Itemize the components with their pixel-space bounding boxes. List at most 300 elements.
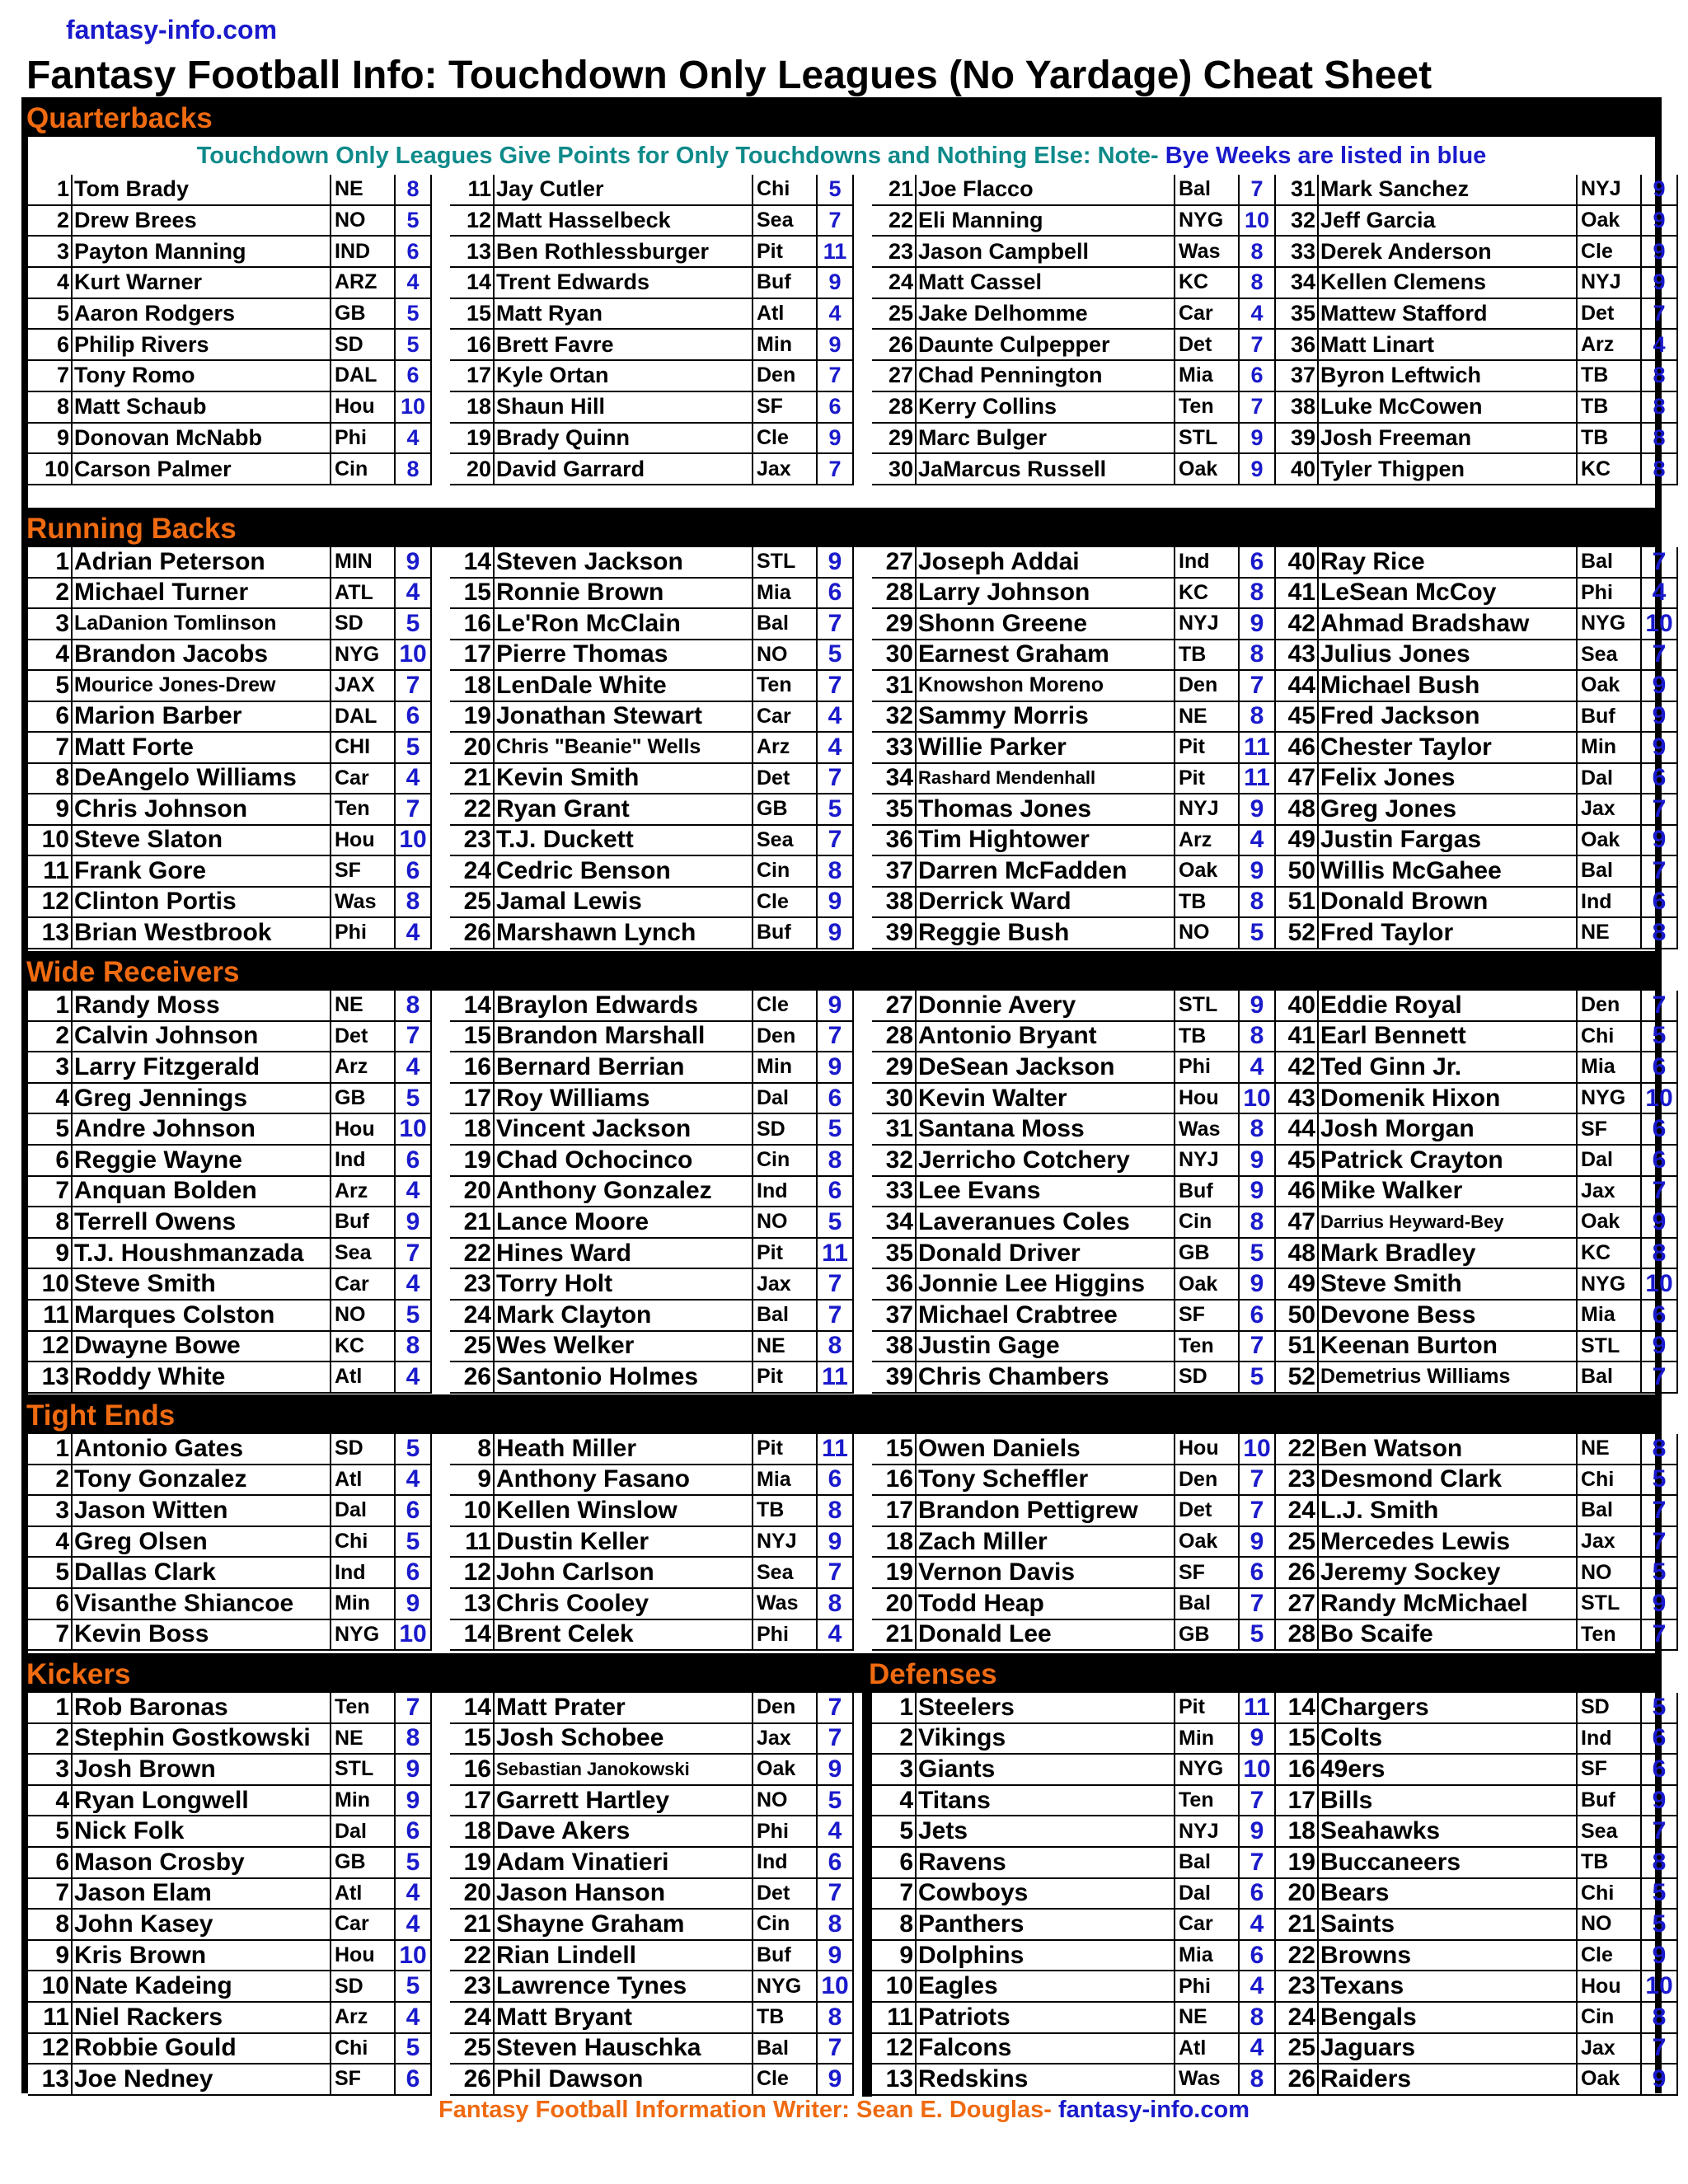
player-rank: 8: [872, 1910, 917, 1939]
player-name: T.J. Houshmanzada: [73, 1239, 331, 1268]
player-row: [28, 856, 432, 888]
player-rank: 36: [872, 826, 917, 855]
player-row: [1274, 1052, 1678, 1084]
player-team: NE: [331, 991, 396, 1020]
player-team: Det: [1175, 1496, 1240, 1526]
player-row: [872, 547, 1276, 579]
player-team: NE: [331, 175, 396, 204]
player-row: [28, 1558, 432, 1589]
player-row: [1274, 579, 1678, 610]
player-bye-week: 4: [1240, 826, 1276, 855]
player-row: [28, 1589, 432, 1620]
player-column: [872, 1434, 1276, 1651]
player-row: [1274, 1301, 1678, 1332]
player-row: [1274, 702, 1678, 733]
player-bye-week: 4: [818, 702, 854, 732]
player-row: [28, 579, 432, 610]
player-bye-week: 5: [396, 206, 432, 236]
player-team: Buf: [1175, 1177, 1240, 1207]
player-bye-week: 6: [396, 1816, 432, 1846]
player-rank: 31: [1274, 175, 1319, 204]
player-name: Seahawks: [1319, 1816, 1578, 1846]
player-row: [28, 1269, 432, 1301]
player-name: LenDale White: [495, 671, 753, 701]
player-row: [450, 1177, 854, 1208]
player-name: Ravens: [917, 1848, 1175, 1877]
player-bye-week: 7: [1642, 1816, 1678, 1846]
player-row: [1274, 2003, 1678, 2034]
player-row: [450, 579, 854, 610]
player-team: NE: [1175, 702, 1240, 732]
site-link[interactable]: fantasy-info.com: [66, 15, 278, 45]
section-title: Running Backs: [26, 513, 237, 545]
player-team: Ten: [1578, 1620, 1642, 1650]
player-bye-week: 7: [818, 671, 854, 701]
player-name: Brady Quinn: [495, 424, 753, 453]
player-team: Arz: [331, 1177, 396, 1207]
player-team: Sea: [753, 826, 818, 855]
player-name: Kellen Winslow: [495, 1496, 753, 1526]
player-team: Bal: [1578, 1496, 1642, 1526]
player-row: [872, 1941, 1276, 1972]
player-team: Det: [753, 1879, 818, 1909]
player-row: [872, 1879, 1276, 1910]
player-name: Bears: [1319, 1879, 1578, 1909]
player-bye-week: 6: [1642, 888, 1678, 917]
player-team: Chi: [331, 1527, 396, 1557]
player-name: Nate Kadeing: [73, 1971, 331, 2001]
player-row: [450, 1022, 854, 1053]
player-name: Randy McMichael: [1319, 1589, 1578, 1619]
player-rank: 4: [872, 1786, 917, 1816]
player-name: Mason Crosby: [73, 1848, 331, 1877]
player-row: [1274, 330, 1678, 361]
player-team: Atl: [1175, 2034, 1240, 2064]
player-row: [450, 2003, 854, 2034]
player-rank: 10: [28, 1971, 73, 2001]
player-bye-week: 6: [1240, 547, 1276, 577]
player-name: Dolphins: [917, 1941, 1175, 1971]
section-header-bar: [21, 951, 1662, 991]
player-rank: 14: [450, 991, 495, 1020]
player-team: TB: [1175, 640, 1240, 670]
player-bye-week: 6: [1642, 1724, 1678, 1754]
player-bye-week: 9: [1642, 1786, 1678, 1816]
player-team: Det: [1578, 299, 1642, 329]
player-rank: 15: [1274, 1724, 1319, 1754]
player-row: [1274, 794, 1678, 826]
player-row: [450, 702, 854, 733]
player-bye-week: 9: [1642, 175, 1678, 204]
player-name: Earnest Graham: [917, 640, 1175, 670]
player-bye-week: 4: [1240, 1052, 1276, 1082]
player-rank: 22: [872, 206, 917, 236]
player-bye-week: 6: [1642, 1052, 1678, 1082]
player-bye-week: 9: [818, 2064, 854, 2094]
player-rank: 18: [872, 1527, 917, 1557]
player-name: Texans: [1319, 1971, 1578, 2001]
player-name: Drew Brees: [73, 206, 331, 236]
player-team: NYG: [331, 640, 396, 670]
player-name: Greg Olsen: [73, 1527, 331, 1557]
player-team: SF: [1175, 1558, 1240, 1587]
player-bye-week: 4: [1240, 2034, 1276, 2064]
player-name: Vernon Davis: [917, 1558, 1175, 1587]
player-rank: 13: [28, 918, 73, 948]
player-rank: 3: [872, 1755, 917, 1784]
section-wr: [21, 951, 1673, 1390]
player-row: [450, 794, 854, 826]
player-name: Brian Westbrook: [73, 918, 331, 948]
player-team: Jax: [1578, 2034, 1642, 2064]
player-name: Saints: [1319, 1910, 1578, 1939]
player-bye-week: 4: [818, 1620, 854, 1650]
player-bye-week: 5: [1642, 1693, 1678, 1722]
player-bye-week: 8: [1240, 1207, 1276, 1237]
player-row: [1274, 1022, 1678, 1053]
player-row: [872, 794, 1276, 826]
player-team: Phi: [753, 1816, 818, 1846]
player-rank: 27: [872, 547, 917, 577]
player-team: Sea: [1578, 1816, 1642, 1846]
player-rank: 10: [28, 826, 73, 855]
player-name: John Kasey: [73, 1910, 331, 1939]
player-rank: 8: [28, 392, 73, 422]
player-name: Kevin Walter: [917, 1084, 1175, 1113]
player-bye-week: 11: [818, 1362, 854, 1392]
player-column: [1274, 1693, 1678, 2096]
player-team: Ind: [1578, 1724, 1642, 1754]
player-name: Brandon Marshall: [495, 1022, 753, 1052]
player-rank: 26: [1274, 2064, 1319, 2094]
player-rank: 33: [872, 733, 917, 762]
player-bye-week: 9: [1240, 794, 1276, 824]
player-bye-week: 4: [396, 1465, 432, 1495]
player-name: Tony Gonzalez: [73, 1465, 331, 1495]
player-team: Phi: [331, 424, 396, 453]
player-rank: 31: [872, 671, 917, 701]
player-rank: 10: [28, 454, 73, 484]
player-row: [28, 1301, 432, 1332]
player-name: Mark Clayton: [495, 1301, 753, 1330]
player-rank: 7: [872, 1879, 917, 1909]
player-bye-week: 4: [396, 764, 432, 794]
player-column: [450, 547, 854, 949]
player-row: [1274, 764, 1678, 795]
player-bye-week: 4: [396, 268, 432, 298]
player-team: Buf: [753, 268, 818, 298]
player-name: Joe Nedney: [73, 2064, 331, 2094]
player-bye-week: 8: [396, 454, 432, 484]
section-header-bar: [21, 1653, 1662, 1693]
player-bye-week: 10: [396, 1114, 432, 1144]
player-bye-week: 6: [1240, 361, 1276, 391]
player-name: Marshawn Lynch: [495, 918, 753, 948]
player-team: MIN: [331, 547, 396, 577]
player-bye-week: 5: [1240, 1362, 1276, 1392]
player-name: Kerry Collins: [917, 392, 1175, 422]
player-bye-week: 8: [1642, 1239, 1678, 1268]
player-rank: 43: [1274, 1084, 1319, 1113]
player-team: NYJ: [1578, 268, 1642, 298]
player-rank: 17: [1274, 1786, 1319, 1816]
player-rank: 17: [872, 1496, 917, 1526]
player-rank: 6: [28, 702, 73, 732]
player-rank: 6: [872, 1848, 917, 1877]
player-rank: 7: [28, 361, 73, 391]
player-bye-week: 7: [818, 206, 854, 236]
player-row: [872, 2003, 1276, 2034]
player-team: Mia: [1175, 361, 1240, 391]
section-te: [21, 1394, 1667, 1648]
player-row: [28, 175, 432, 206]
player-name: Fred Jackson: [1319, 702, 1578, 732]
player-row: [1274, 1910, 1678, 1941]
player-row: [872, 1301, 1276, 1332]
player-team: Cin: [331, 454, 396, 484]
player-row: [1274, 1693, 1678, 1724]
player-team: Hou: [1578, 1971, 1642, 2001]
player-row: [872, 1434, 1276, 1465]
player-name: Matt Cassel: [917, 268, 1175, 298]
player-team: GB: [1175, 1239, 1240, 1268]
player-team: TB: [1175, 1022, 1240, 1052]
player-team: Jax: [1578, 794, 1642, 824]
player-bye-week: 7: [818, 1301, 854, 1330]
player-name: Niel Rackers: [73, 2003, 331, 2032]
player-rank: 41: [1274, 1022, 1319, 1052]
player-name: JaMarcus Russell: [917, 454, 1175, 484]
player-column: [1274, 1434, 1678, 1651]
player-row: [872, 268, 1276, 299]
player-bye-week: 10: [818, 1971, 854, 2001]
player-row: [872, 1755, 1276, 1786]
player-rank: 9: [28, 424, 73, 453]
column-divider: [862, 1693, 872, 2097]
player-team: GB: [331, 299, 396, 329]
player-bye-week: 5: [1642, 1465, 1678, 1495]
player-row: [28, 1362, 432, 1394]
player-rank: 47: [1274, 764, 1319, 794]
player-team: Car: [331, 1910, 396, 1939]
player-bye-week: 6: [818, 1465, 854, 1495]
page-title: Fantasy Football Info: Touchdown Only Leagues (No Yardage) Cheat Sheet: [26, 54, 1432, 97]
player-row: [450, 268, 854, 299]
player-name: Darrius Heyward-Bey: [1319, 1207, 1578, 1237]
player-row: [872, 733, 1276, 764]
player-rank: 2: [28, 206, 73, 236]
player-rank: 12: [28, 888, 73, 917]
player-row: [872, 1177, 1276, 1208]
player-rank: 45: [1274, 1146, 1319, 1175]
player-rank: 15: [872, 1434, 917, 1464]
player-rank: 11: [28, 1301, 73, 1330]
player-rank: 3: [28, 237, 73, 266]
player-row: [28, 702, 432, 733]
player-rank: 34: [872, 1207, 917, 1237]
player-bye-week: 9: [1642, 237, 1678, 266]
player-team: SF: [331, 2064, 396, 2094]
player-name: Mattew Stafford: [1319, 299, 1578, 329]
player-name: Vikings: [917, 1724, 1175, 1754]
player-rank: 26: [450, 918, 495, 948]
player-bye-week: 5: [396, 1848, 432, 1877]
player-row: [28, 1910, 432, 1941]
player-team: Oak: [1175, 1527, 1240, 1557]
player-row: [28, 1620, 432, 1652]
player-row: [28, 1816, 432, 1848]
player-name: Calvin Johnson: [73, 1022, 331, 1052]
player-bye-week: 5: [818, 1786, 854, 1816]
player-row: [1274, 1724, 1678, 1755]
player-rank: 10: [28, 1269, 73, 1299]
player-rank: 7: [28, 1879, 73, 1909]
player-rank: 16: [450, 609, 495, 639]
player-team: TB: [753, 1496, 818, 1526]
player-rank: 6: [28, 1589, 73, 1619]
player-row: [872, 991, 1276, 1022]
player-name: Justin Gage: [917, 1332, 1175, 1361]
player-rank: 15: [450, 299, 495, 329]
player-row: [1274, 1239, 1678, 1270]
player-row: [450, 1620, 854, 1652]
player-team: Sea: [753, 206, 818, 236]
player-team: Was: [1175, 1114, 1240, 1144]
player-rank: 14: [450, 1693, 495, 1722]
player-team: DAL: [331, 702, 396, 732]
player-row: [872, 1724, 1276, 1755]
player-name: LaDanion Tomlinson: [73, 609, 331, 639]
player-row: [28, 1146, 432, 1177]
player-name: Reggie Wayne: [73, 1146, 331, 1175]
player-bye-week: 6: [396, 1558, 432, 1587]
player-rank: 6: [28, 1848, 73, 1877]
player-bye-week: 8: [1642, 918, 1678, 948]
player-row: [1274, 1879, 1678, 1910]
player-bye-week: 7: [818, 1693, 854, 1722]
player-rank: 11: [872, 2003, 917, 2032]
player-rank: 30: [872, 1084, 917, 1113]
player-row: [872, 1239, 1276, 1270]
footer-site-link[interactable]: fantasy-info.com: [1057, 2097, 1250, 2123]
player-team: GB: [1175, 1620, 1240, 1650]
player-row: [872, 888, 1276, 919]
player-rank: 26: [1274, 1558, 1319, 1587]
player-bye-week: 5: [396, 1301, 432, 1330]
player-rank: 16: [1274, 1755, 1319, 1784]
player-bye-week: 9: [1642, 1589, 1678, 1619]
player-rank: 28: [872, 1022, 917, 1052]
player-name: Lee Evans: [917, 1177, 1175, 1207]
player-bye-week: 9: [818, 330, 854, 359]
player-team: Den: [1578, 991, 1642, 1020]
player-rank: 5: [28, 671, 73, 701]
player-bye-week: 7: [1642, 1496, 1678, 1526]
player-rank: 37: [872, 856, 917, 886]
player-bye-week: 4: [396, 579, 432, 608]
player-bye-week: 5: [396, 1971, 432, 2001]
player-bye-week: 7: [818, 2034, 854, 2064]
player-rank: 50: [1274, 1301, 1319, 1330]
player-rank: 19: [450, 702, 495, 732]
player-row: [872, 1620, 1276, 1652]
player-rank: 5: [28, 1816, 73, 1846]
player-rank: 44: [1274, 1114, 1319, 1144]
player-column: [28, 1693, 432, 2096]
player-bye-week: 7: [1240, 671, 1276, 701]
player-name: Kris Brown: [73, 1941, 331, 1971]
player-name: Steve Smith: [73, 1269, 331, 1299]
player-team: DAL: [331, 361, 396, 391]
player-row: [1274, 826, 1678, 857]
player-name: Payton Manning: [73, 237, 331, 266]
player-rank: 42: [1274, 1052, 1319, 1082]
player-rank: 8: [28, 1207, 73, 1237]
player-row: [450, 237, 854, 268]
player-rank: 25: [872, 299, 917, 329]
player-row: [28, 764, 432, 795]
player-rank: 24: [450, 2003, 495, 2032]
player-bye-week: 5: [1642, 1879, 1678, 1909]
player-name: Stephin Gostkowski: [73, 1724, 331, 1754]
player-rank: 27: [1274, 1589, 1319, 1619]
player-name: Bills: [1319, 1786, 1578, 1816]
player-rank: 12: [450, 206, 495, 236]
player-team: Ten: [1175, 392, 1240, 422]
player-row: [872, 856, 1276, 888]
player-name: Sebastian Janokowski: [495, 1755, 753, 1784]
player-name: Jason Campbell: [917, 237, 1175, 266]
player-team: Cin: [1175, 1207, 1240, 1237]
player-rank: 17: [450, 1084, 495, 1113]
player-team: Phi: [1175, 1052, 1240, 1082]
player-name: Adrian Peterson: [73, 547, 331, 577]
player-team: Cin: [753, 1910, 818, 1939]
player-row: [872, 764, 1276, 795]
player-name: Thomas Jones: [917, 794, 1175, 824]
player-row: [450, 640, 854, 672]
player-name: Donald Lee: [917, 1620, 1175, 1650]
player-rank: 48: [1274, 794, 1319, 824]
player-team: Mia: [1175, 1941, 1240, 1971]
player-row: [28, 392, 432, 424]
player-bye-week: 4: [1240, 1971, 1276, 2001]
player-rank: 24: [450, 1301, 495, 1330]
player-bye-week: 9: [1240, 454, 1276, 484]
player-team: Hou: [331, 1114, 396, 1144]
player-team: Bal: [753, 609, 818, 639]
player-bye-week: 9: [1642, 268, 1678, 298]
player-name: Mark Bradley: [1319, 1239, 1578, 1268]
player-bye-week: 7: [1642, 640, 1678, 670]
player-team: ARZ: [331, 268, 396, 298]
player-team: SD: [1175, 1362, 1240, 1392]
player-name: Jeff Garcia: [1319, 206, 1578, 236]
player-bye-week: 9: [1240, 1724, 1276, 1754]
player-bye-week: 9: [1240, 1146, 1276, 1175]
player-team: Min: [331, 1786, 396, 1816]
player-column: [450, 1693, 854, 2096]
player-rank: 18: [450, 1816, 495, 1846]
player-rank: 20: [450, 1177, 495, 1207]
player-bye-week: 11: [818, 1239, 854, 1268]
player-team: Oak: [1578, 206, 1642, 236]
player-name: Jay Cutler: [495, 175, 753, 204]
player-rank: 29: [872, 424, 917, 453]
player-rank: 11: [450, 1527, 495, 1557]
player-name: Dave Akers: [495, 1816, 753, 1846]
player-bye-week: 8: [1642, 454, 1678, 484]
